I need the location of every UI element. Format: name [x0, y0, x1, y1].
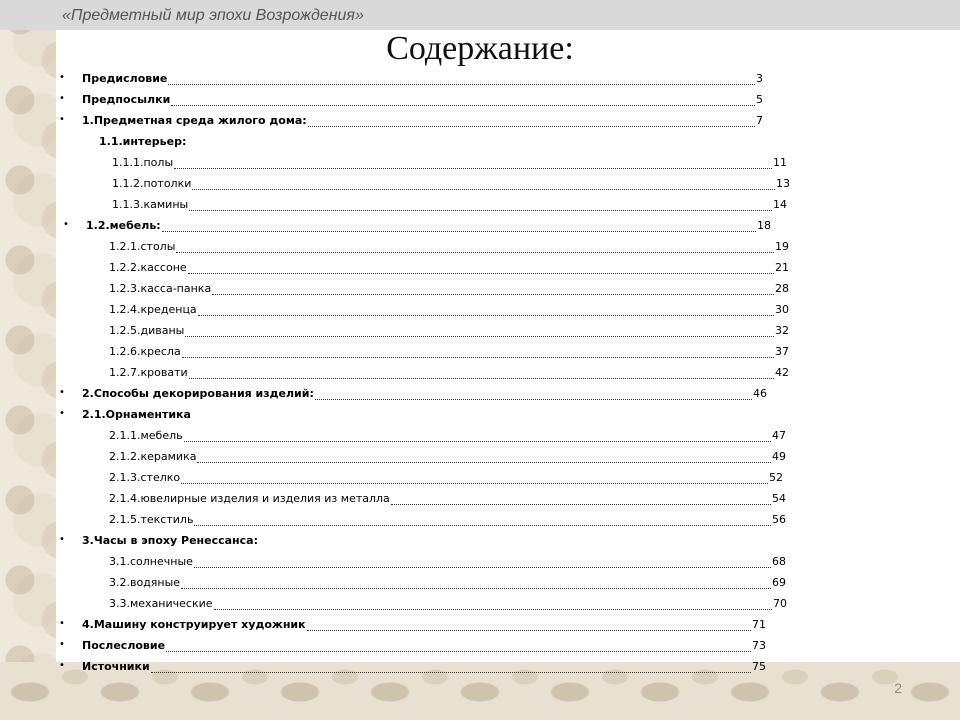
toc-entry [109, 450, 786, 466]
toc-entry-page: 49 [772, 450, 786, 463]
toc-entry [99, 135, 763, 151]
toc-entry [112, 198, 787, 214]
toc-entry-page: 7 [756, 114, 763, 127]
toc-entry-page: 46 [753, 387, 767, 400]
bullet-icon: • [59, 72, 65, 83]
toc-entry-page: 14 [773, 198, 787, 211]
toc-entry [109, 597, 787, 613]
toc-leader-dots [181, 579, 771, 589]
toc-entry [109, 345, 789, 361]
toc-entry [112, 156, 787, 172]
toc-entry [59, 534, 300, 550]
toc-leader-dots [308, 117, 755, 127]
toc-entry-label: 1.2.мебель: [86, 219, 161, 232]
toc-entry-page: 56 [772, 513, 786, 526]
toc-leader-dots [176, 243, 774, 253]
toc-leader-dots [166, 642, 751, 652]
toc-entry-page: 19 [775, 240, 789, 253]
toc-leader-dots [391, 495, 771, 505]
toc-leader-dots [315, 390, 752, 400]
toc-entry-label: 1.2.6.кресла [109, 345, 181, 358]
toc-entry [109, 303, 789, 319]
toc-entry-page: 70 [773, 597, 787, 610]
toc-entry-page: 71 [752, 618, 766, 631]
toc-leader-dots [171, 96, 755, 106]
toc-entry [109, 492, 786, 508]
toc-entry-page: 5 [756, 93, 763, 106]
toc-entry-page: 47 [772, 429, 786, 442]
toc-entry-label: 2.1.4.ювелирные изделия и изделия из металла [109, 492, 390, 505]
toc-entry-label: 2.Способы декорирования изделий: [82, 387, 314, 400]
toc-entry-label: 1.2.7.кровати [109, 366, 188, 379]
toc-entry-label: 1.Предметная среда жилого дома: [82, 114, 307, 127]
toc-entry [109, 429, 786, 445]
toc-entry-page: 52 [769, 471, 783, 484]
toc-leader-dots [188, 264, 774, 274]
toc-entry-label: 2.1.1.мебель [109, 429, 183, 442]
toc-leader-dots [192, 180, 775, 190]
bullet-icon: • [59, 387, 65, 398]
toc-entry-label: 1.2.5.диваны [109, 324, 185, 337]
toc-entry-label: 1.1.интерьер: [99, 135, 187, 148]
toc-leader-dots [189, 201, 772, 211]
bullet-icon: • [63, 219, 69, 230]
toc-entry-page: 73 [752, 639, 766, 652]
toc-entry [63, 219, 771, 235]
toc-entry [109, 513, 786, 529]
toc-leader-dots [194, 516, 771, 526]
bullet-icon: • [59, 93, 65, 104]
toc-entry-page: 13 [776, 177, 790, 190]
toc-leader-dots [174, 159, 772, 169]
toc-entry [109, 555, 786, 571]
toc-entry-label: 1.2.3.касса-панка [109, 282, 212, 295]
toc-entry [109, 471, 783, 487]
toc-leader-dots [185, 327, 774, 337]
toc-entry [109, 282, 789, 298]
toc-entry-label: 3.1.солнечные [109, 555, 193, 568]
toc-entry-label: 1.1.2.потолки [112, 177, 192, 190]
toc-entry-label: 3.3.механические [109, 597, 213, 610]
toc-leader-dots [181, 474, 768, 484]
toc-entry-label: Послесловие [82, 639, 166, 652]
toc-entry-page: 69 [772, 576, 786, 589]
toc-entry [59, 387, 767, 403]
toc-entry-label: 1.2.2.кассоне [109, 261, 187, 274]
toc-entry [109, 261, 789, 277]
toc-entry-label: Источники [82, 660, 150, 673]
toc-entry [59, 639, 766, 655]
bullet-icon: • [59, 660, 65, 671]
toc-leader-dots [194, 558, 771, 568]
toc-entry-label: 2.1.3.стелко [109, 471, 181, 484]
toc-entry [59, 660, 766, 676]
toc-entry-page: 18 [757, 219, 771, 232]
slide-number: 2 [894, 680, 902, 696]
toc-entry-label: 2.1.2.керамика [109, 450, 197, 463]
toc-entry [59, 618, 766, 634]
bullet-icon: • [59, 639, 65, 650]
toc-entry-label: 3.2.водяные [109, 576, 181, 589]
toc-entry-page: 32 [775, 324, 789, 337]
toc-entry-page: 75 [752, 660, 766, 673]
toc-entry [59, 408, 260, 424]
toc-leader-dots [189, 369, 774, 379]
header-title: «Предметный мир эпохи Возрождения» [62, 7, 364, 24]
toc-entry-page: 42 [775, 366, 789, 379]
toc-entry-page: 37 [775, 345, 789, 358]
toc-entry-page: 30 [775, 303, 789, 316]
toc-entry-page: 3 [756, 72, 763, 85]
toc-entry-page: 21 [775, 261, 789, 274]
toc-leader-dots [197, 453, 771, 463]
header-bar [0, 0, 960, 30]
toc-entry [59, 72, 763, 88]
toc-entry [59, 93, 763, 109]
bullet-icon: • [59, 114, 65, 125]
bullet-icon: • [59, 534, 65, 545]
toc-entry-page: 11 [773, 156, 787, 169]
bullet-icon: • [59, 618, 65, 629]
toc-entry [109, 324, 789, 340]
toc-leader-dots [214, 600, 772, 610]
toc-leader-dots [184, 432, 771, 442]
toc-leader-dots [307, 621, 751, 631]
toc-entry-label: 1.1.3.камины [112, 198, 189, 211]
toc-leader-dots [198, 306, 774, 316]
toc-leader-dots [212, 285, 774, 295]
toc-leader-dots [168, 75, 755, 85]
toc-entry-label: 1.2.1.столы [109, 240, 176, 253]
toc-entry-page: 28 [775, 282, 789, 295]
toc-entry [109, 366, 789, 382]
toc-entry-label: 3.Часы в эпоху Ренессанса: [82, 534, 258, 547]
toc-entry-label: 4.Машину конструирует художник [82, 618, 306, 631]
page-title: Содержание: [386, 30, 574, 67]
toc-entry [109, 576, 786, 592]
toc-entry [59, 114, 763, 130]
toc-entry-page: 54 [772, 492, 786, 505]
toc-entry [112, 177, 790, 193]
bullet-icon: • [59, 408, 65, 419]
toc-entry [109, 240, 789, 256]
toc-leader-dots [182, 348, 774, 358]
toc-entry-label: Предисловие [82, 72, 168, 85]
toc-leader-dots [151, 663, 751, 673]
toc-entry-page: 68 [772, 555, 786, 568]
toc-entry-label: 1.1.1.полы [112, 156, 174, 169]
toc-entry-label: 1.2.4.креденца [109, 303, 197, 316]
toc-entry-label: Предпосылки [82, 93, 171, 106]
toc-entry-label: 2.1.5.текстиль [109, 513, 194, 526]
toc-leader-dots [162, 222, 756, 232]
toc-entry-label: 2.1.Орнаментика [82, 408, 191, 421]
